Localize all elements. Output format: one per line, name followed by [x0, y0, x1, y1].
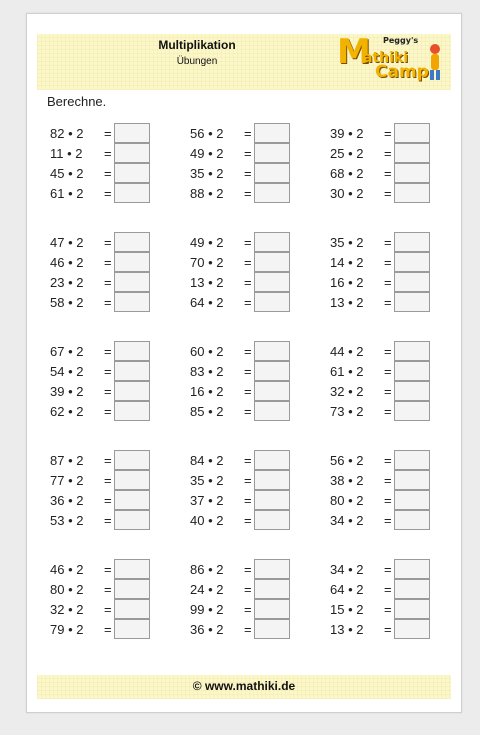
answer-box[interactable] — [114, 510, 150, 530]
answer-box[interactable] — [394, 183, 430, 203]
equals-sign: = — [384, 602, 392, 617]
exercise-row — [330, 491, 450, 511]
exercise-row — [330, 580, 450, 600]
exercise-expression: 53 • 2 — [50, 513, 84, 528]
exercise-expression: 84 • 2 — [190, 453, 224, 468]
exercise-row — [330, 362, 450, 382]
equals-sign: = — [104, 255, 112, 270]
answer-box[interactable] — [114, 381, 150, 401]
equals-sign: = — [244, 364, 252, 379]
answer-box[interactable] — [394, 559, 430, 579]
equals-sign: = — [244, 166, 252, 181]
exercise-expression: 16 • 2 — [330, 275, 364, 290]
answer-box[interactable] — [254, 292, 290, 312]
answer-box[interactable] — [114, 470, 150, 490]
page-title: Multiplikation — [158, 38, 236, 52]
exercise-row — [190, 124, 310, 144]
instruction-text: Berechne. — [47, 94, 107, 109]
equals-sign: = — [244, 602, 252, 617]
answer-box[interactable] — [254, 490, 290, 510]
equals-sign: = — [104, 384, 112, 399]
equals-sign: = — [384, 186, 392, 201]
equals-sign: = — [384, 384, 392, 399]
equals-sign: = — [244, 146, 252, 161]
exercise-expression: 77 • 2 — [50, 473, 84, 488]
exercise-expression: 68 • 2 — [330, 166, 364, 181]
answer-box[interactable] — [394, 232, 430, 252]
equals-sign: = — [384, 493, 392, 508]
worksheet-page — [26, 13, 462, 713]
exercise-expression: 24 • 2 — [190, 582, 224, 597]
exercise-expression: 46 • 2 — [50, 255, 84, 270]
answer-box[interactable] — [114, 252, 150, 272]
exercise-row — [190, 233, 310, 253]
equals-sign: = — [104, 453, 112, 468]
answer-box[interactable] — [114, 123, 150, 143]
answer-box[interactable] — [394, 123, 430, 143]
exercise-expression: 11 • 2 — [50, 146, 83, 161]
exercise-expression: 34 • 2 — [330, 562, 364, 577]
answer-box[interactable] — [394, 510, 430, 530]
exercise-row — [190, 273, 310, 293]
exercise-expression: 86 • 2 — [190, 562, 224, 577]
exercise-expression: 13 • 2 — [190, 275, 224, 290]
answer-box[interactable] — [114, 361, 150, 381]
equals-sign: = — [104, 582, 112, 597]
exercise-row — [190, 580, 310, 600]
answer-box[interactable] — [114, 490, 150, 510]
answer-box[interactable] — [394, 163, 430, 183]
exercise-expression: 88 • 2 — [190, 186, 224, 201]
exercise-expression: 40 • 2 — [190, 513, 224, 528]
equals-sign: = — [384, 622, 392, 637]
exercise-expression: 46 • 2 — [50, 562, 84, 577]
exercise-expression: 64 • 2 — [330, 582, 364, 597]
answer-box[interactable] — [254, 401, 290, 421]
answer-box[interactable] — [254, 272, 290, 292]
exercise-expression: 64 • 2 — [190, 295, 224, 310]
answer-box[interactable] — [394, 470, 430, 490]
exercise-row — [190, 382, 310, 402]
exercise-row — [50, 511, 170, 531]
exercise-row — [50, 253, 170, 273]
equals-sign: = — [104, 344, 112, 359]
answer-box[interactable] — [114, 450, 150, 470]
exercise-expression: 60 • 2 — [190, 344, 224, 359]
answer-box[interactable] — [254, 619, 290, 639]
exercise-row — [190, 491, 310, 511]
exercise-row — [330, 164, 450, 184]
exercise-row — [330, 293, 450, 313]
equals-sign: = — [244, 275, 252, 290]
exercise-expression: 35 • 2 — [330, 235, 364, 250]
logo-camp: Camp — [375, 62, 429, 82]
logo-letter-m: M — [337, 32, 371, 72]
footer-band — [37, 675, 451, 699]
exercise-expression: 82 • 2 — [50, 126, 84, 141]
equals-sign: = — [244, 562, 252, 577]
exercise-row — [190, 362, 310, 382]
equals-sign: = — [104, 166, 112, 181]
equals-sign: = — [104, 186, 112, 201]
exercise-row — [330, 402, 450, 422]
answer-box[interactable] — [394, 599, 430, 619]
answer-box[interactable] — [114, 183, 150, 203]
answer-box[interactable] — [254, 361, 290, 381]
exercise-row — [50, 471, 170, 491]
exercise-expression: 58 • 2 — [50, 295, 84, 310]
exercise-expression: 49 • 2 — [190, 146, 224, 161]
equals-sign: = — [104, 602, 112, 617]
exercise-expression: 56 • 2 — [190, 126, 224, 141]
equals-sign: = — [104, 275, 112, 290]
exercise-row — [330, 560, 450, 580]
exercise-row — [50, 233, 170, 253]
exercise-row — [50, 362, 170, 382]
exercise-row — [190, 342, 310, 362]
exercise-row — [50, 293, 170, 313]
equals-sign: = — [384, 255, 392, 270]
exercise-expression: 16 • 2 — [190, 384, 224, 399]
exercise-expression: 80 • 2 — [50, 582, 84, 597]
answer-box[interactable] — [394, 143, 430, 163]
equals-sign: = — [244, 473, 252, 488]
equals-sign: = — [244, 404, 252, 419]
exercise-expression: 44 • 2 — [330, 344, 364, 359]
exercise-expression: 34 • 2 — [330, 513, 364, 528]
equals-sign: = — [384, 146, 392, 161]
exercise-expression: 39 • 2 — [330, 126, 364, 141]
answer-box[interactable] — [394, 401, 430, 421]
equals-sign: = — [384, 275, 392, 290]
exercise-expression: 80 • 2 — [330, 493, 364, 508]
exercise-expression: 36 • 2 — [190, 622, 224, 637]
equals-sign: = — [384, 295, 392, 310]
answer-box[interactable] — [114, 272, 150, 292]
answer-box[interactable] — [114, 232, 150, 252]
footer-copyright: © www.mathiki.de — [192, 679, 296, 693]
equals-sign: = — [104, 235, 112, 250]
exercise-expression: 61 • 2 — [330, 364, 364, 379]
answer-box[interactable] — [254, 183, 290, 203]
exercise-row — [330, 620, 450, 640]
page-subtitle: Übungen — [176, 56, 218, 67]
exercise-row — [50, 402, 170, 422]
exercise-expression: 35 • 2 — [190, 473, 224, 488]
equals-sign: = — [384, 344, 392, 359]
equals-sign: = — [384, 453, 392, 468]
exercise-expression: 13 • 2 — [330, 622, 364, 637]
equals-sign: = — [104, 493, 112, 508]
exercise-expression: 38 • 2 — [330, 473, 364, 488]
answer-box[interactable] — [114, 401, 150, 421]
exercise-expression: 85 • 2 — [190, 404, 224, 419]
equals-sign: = — [384, 562, 392, 577]
exercise-expression: 23 • 2 — [50, 275, 84, 290]
exercise-expression: 99 • 2 — [190, 602, 224, 617]
exercise-expression: 13 • 2 — [330, 295, 364, 310]
logo-athiki: athiki — [363, 50, 409, 66]
exercise-row — [330, 600, 450, 620]
exercise-row — [330, 471, 450, 491]
answer-box[interactable] — [114, 163, 150, 183]
exercise-row — [330, 273, 450, 293]
exercise-expression: 25 • 2 — [330, 146, 364, 161]
equals-sign: = — [104, 126, 112, 141]
exercise-expression: 47 • 2 — [50, 235, 84, 250]
equals-sign: = — [384, 513, 392, 528]
answer-box[interactable] — [394, 361, 430, 381]
exercise-row — [330, 144, 450, 164]
equals-sign: = — [244, 582, 252, 597]
exercise-expression: 37 • 2 — [190, 493, 224, 508]
exercise-row — [330, 184, 450, 204]
equals-sign: = — [244, 622, 252, 637]
exercise-row — [50, 382, 170, 402]
exercise-row — [190, 451, 310, 471]
exercise-expression: 49 • 2 — [190, 235, 224, 250]
answer-box[interactable] — [394, 341, 430, 361]
exercise-row — [330, 511, 450, 531]
logo-peggys: Peggy's — [383, 36, 419, 45]
answer-box[interactable] — [394, 579, 430, 599]
answer-box[interactable] — [114, 579, 150, 599]
equals-sign: = — [104, 295, 112, 310]
exercise-expression: 30 • 2 — [330, 186, 364, 201]
exercise-row — [330, 124, 450, 144]
answer-box[interactable] — [254, 341, 290, 361]
equals-sign: = — [384, 166, 392, 181]
equals-sign: = — [384, 126, 392, 141]
exercise-expression: 35 • 2 — [190, 166, 224, 181]
exercise-expression: 83 • 2 — [190, 364, 224, 379]
answer-box[interactable] — [254, 450, 290, 470]
answer-box[interactable] — [114, 292, 150, 312]
exercise-expression: 62 • 2 — [50, 404, 84, 419]
equals-sign: = — [384, 404, 392, 419]
exercise-expression: 73 • 2 — [330, 404, 364, 419]
exercise-row — [50, 144, 170, 164]
exercise-row — [330, 451, 450, 471]
exercise-row — [190, 253, 310, 273]
exercise-grid — [27, 14, 461, 712]
answer-box[interactable] — [394, 381, 430, 401]
exercise-expression: 15 • 2 — [330, 602, 364, 617]
answer-box[interactable] — [254, 510, 290, 530]
exercise-row — [50, 164, 170, 184]
exercise-row — [50, 600, 170, 620]
exercise-row — [190, 144, 310, 164]
equals-sign: = — [104, 146, 112, 161]
answer-box[interactable] — [254, 163, 290, 183]
equals-sign: = — [384, 473, 392, 488]
exercise-expression: 45 • 2 — [50, 166, 84, 181]
exercise-row — [50, 451, 170, 471]
equals-sign: = — [244, 235, 252, 250]
exercise-row — [50, 620, 170, 640]
equals-sign: = — [244, 255, 252, 270]
exercise-row — [190, 293, 310, 313]
exercise-row — [190, 620, 310, 640]
answer-box[interactable] — [254, 599, 290, 619]
exercise-row — [50, 491, 170, 511]
answer-box[interactable] — [394, 272, 430, 292]
exercise-row — [50, 273, 170, 293]
exercise-expression: 39 • 2 — [50, 384, 84, 399]
exercise-row — [190, 471, 310, 491]
answer-box[interactable] — [394, 450, 430, 470]
exercise-row — [50, 342, 170, 362]
equals-sign: = — [244, 384, 252, 399]
exercise-row — [190, 560, 310, 580]
exercise-row — [330, 382, 450, 402]
answer-box[interactable] — [394, 619, 430, 639]
equals-sign: = — [104, 404, 112, 419]
exercise-expression: 87 • 2 — [50, 453, 84, 468]
exercise-expression: 67 • 2 — [50, 344, 84, 359]
exercise-expression: 36 • 2 — [50, 493, 84, 508]
answer-box[interactable] — [114, 143, 150, 163]
answer-box[interactable] — [254, 123, 290, 143]
equals-sign: = — [384, 582, 392, 597]
exercise-row — [190, 184, 310, 204]
answer-box[interactable] — [254, 143, 290, 163]
answer-box[interactable] — [254, 559, 290, 579]
exercise-expression: 14 • 2 — [330, 255, 364, 270]
equals-sign: = — [104, 513, 112, 528]
answer-box[interactable] — [254, 232, 290, 252]
answer-box[interactable] — [394, 292, 430, 312]
answer-box[interactable] — [394, 490, 430, 510]
exercise-row — [330, 342, 450, 362]
equals-sign: = — [244, 513, 252, 528]
exercise-row — [190, 511, 310, 531]
equals-sign: = — [244, 126, 252, 141]
equals-sign: = — [244, 453, 252, 468]
exercise-row — [330, 233, 450, 253]
equals-sign: = — [384, 364, 392, 379]
answer-box[interactable] — [254, 252, 290, 272]
exercise-row — [190, 402, 310, 422]
equals-sign: = — [244, 186, 252, 201]
equals-sign: = — [384, 235, 392, 250]
exercise-row — [190, 600, 310, 620]
equals-sign: = — [104, 364, 112, 379]
exercise-expression: 56 • 2 — [330, 453, 364, 468]
exercise-row — [330, 253, 450, 273]
answer-box[interactable] — [114, 619, 150, 639]
answer-box[interactable] — [114, 341, 150, 361]
answer-box[interactable] — [394, 252, 430, 272]
equals-sign: = — [104, 622, 112, 637]
exercise-row — [50, 560, 170, 580]
equals-sign: = — [244, 295, 252, 310]
exercise-expression: 32 • 2 — [50, 602, 84, 617]
exercise-row — [50, 184, 170, 204]
exercise-expression: 61 • 2 — [50, 186, 84, 201]
exercise-expression: 70 • 2 — [190, 255, 224, 270]
exercise-row — [190, 164, 310, 184]
exercise-expression: 79 • 2 — [50, 622, 84, 637]
equals-sign: = — [244, 344, 252, 359]
equals-sign: = — [244, 493, 252, 508]
exercise-row — [50, 580, 170, 600]
equals-sign: = — [104, 562, 112, 577]
exercise-row — [50, 124, 170, 144]
exercise-expression: 54 • 2 — [50, 364, 84, 379]
answer-box[interactable] — [254, 381, 290, 401]
answer-box[interactable] — [114, 559, 150, 579]
answer-box[interactable] — [254, 470, 290, 490]
equals-sign: = — [104, 473, 112, 488]
answer-box[interactable] — [254, 579, 290, 599]
answer-box[interactable] — [114, 599, 150, 619]
exercise-expression: 32 • 2 — [330, 384, 364, 399]
